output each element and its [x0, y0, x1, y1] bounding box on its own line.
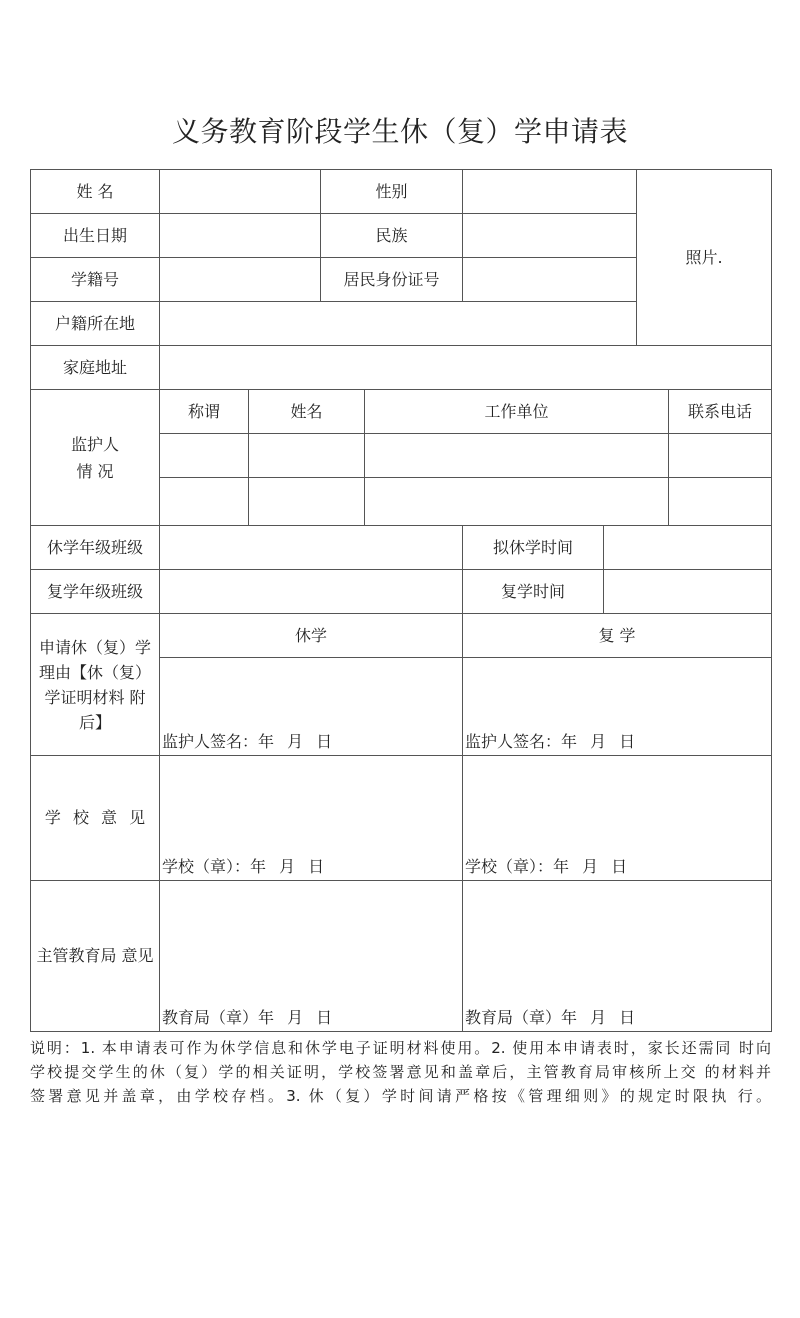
resume-time-value-cell	[603, 569, 772, 614]
home-address-label: 家庭地址	[30, 345, 160, 390]
school-opinion-suspend-cell	[159, 755, 463, 881]
resume-grade-label: 复学年级班级	[30, 569, 160, 614]
school-stamp-date: 学校（章）：年 月 日	[465, 857, 628, 876]
note-line: 签署意见并盖章，由学校存档。3. 休（复）学时间请严格按《管理细则》的规定时限执 行。	[30, 1087, 771, 1105]
form-title: 义务教育阶段学生休（复）学申请表	[171, 115, 628, 148]
suspend-grade-label: 休学年级班级	[30, 525, 160, 570]
bureau-opinion-suspend-cell	[159, 880, 463, 1032]
guardian-label-line: 情 况	[76, 461, 114, 481]
reason-label-line: 学证明材料 附	[44, 687, 146, 707]
guardian-2-relation-cell	[159, 477, 249, 526]
school-stamp-date: 学校（章）：年 月 日	[162, 857, 325, 876]
school-opinion-label: 学 校 意 见	[30, 755, 160, 881]
bureau-stamp-date: 教育局（章）年 月 日	[465, 1008, 636, 1027]
birth-date-value-cell	[159, 213, 321, 258]
birth-date-label: 出生日期	[30, 213, 160, 258]
resume-time-label: 复学时间	[462, 569, 604, 614]
ethnicity-value-cell	[462, 213, 637, 258]
note-line: 学校提交学生的休（复）学的相关证明，学校签署意见和盖章后，主管教育局审核所上交 的材料并	[30, 1063, 771, 1081]
resume-guardian-signature-cell	[462, 657, 772, 756]
resume-header: 复 学	[462, 613, 772, 658]
student-id-value-cell	[159, 257, 321, 302]
id-card-value-cell	[462, 257, 637, 302]
resume-guardian-signature: 监护人签名：年 月 日	[465, 732, 636, 751]
reason-label-line: 申请休（复）学	[38, 637, 151, 657]
id-card-label: 居民身份证号	[320, 257, 463, 302]
reason-label	[30, 613, 160, 756]
photo-cell: 照片.	[636, 169, 772, 346]
guardian-header-workplace: 工作单位	[364, 389, 669, 434]
bureau-opinion-label: 主管教育局 意见	[30, 880, 160, 1032]
guardian-2-workplace-cell	[364, 477, 669, 526]
guardian-header-name: 姓名	[248, 389, 365, 434]
guardian-1-workplace-cell	[364, 433, 669, 478]
guardian-label	[30, 389, 160, 526]
guardian-2-name-cell	[248, 477, 365, 526]
name-label: 姓 名	[30, 169, 160, 214]
gender-value-cell	[462, 169, 637, 214]
suspend-guardian-signature: 监护人签名：年 月 日	[162, 732, 333, 751]
planned-suspend-time-label: 拟休学时间	[462, 525, 604, 570]
suspend-guardian-signature-cell	[159, 657, 463, 756]
guardian-header-phone: 联系电话	[668, 389, 772, 434]
suspend-header: 休学	[159, 613, 463, 658]
household-register-value-cell	[159, 301, 637, 346]
guardian-2-phone-cell	[668, 477, 772, 526]
guardian-1-relation-cell	[159, 433, 249, 478]
household-register-label: 户籍所在地	[30, 301, 160, 346]
bureau-opinion-resume-cell	[462, 880, 772, 1032]
school-opinion-resume-cell	[462, 755, 772, 881]
resume-grade-value-cell	[159, 569, 463, 614]
reason-label-line: 理由【休（复）	[38, 662, 151, 682]
note-line: 说明：1. 本申请表可作为休学信息和休学电子证明材料使用。2. 使用本申请表时，家长还需同 时向	[30, 1039, 771, 1057]
bureau-stamp-date: 教育局（章）年 月 日	[162, 1008, 333, 1027]
gender-label: 性别	[320, 169, 463, 214]
reason-label-line: 后】	[78, 712, 111, 732]
home-address-value-cell	[159, 345, 772, 390]
guardian-label-line: 监护人	[70, 434, 119, 454]
ethnicity-label: 民族	[320, 213, 463, 258]
student-id-label: 学籍号	[30, 257, 160, 302]
suspend-grade-value-cell	[159, 525, 463, 570]
guardian-1-phone-cell	[668, 433, 772, 478]
name-value-cell	[159, 169, 321, 214]
planned-suspend-time-value-cell	[603, 525, 772, 570]
guardian-header-relation: 称谓	[159, 389, 249, 434]
instructions-note	[30, 1036, 771, 1108]
guardian-1-name-cell	[248, 433, 365, 478]
